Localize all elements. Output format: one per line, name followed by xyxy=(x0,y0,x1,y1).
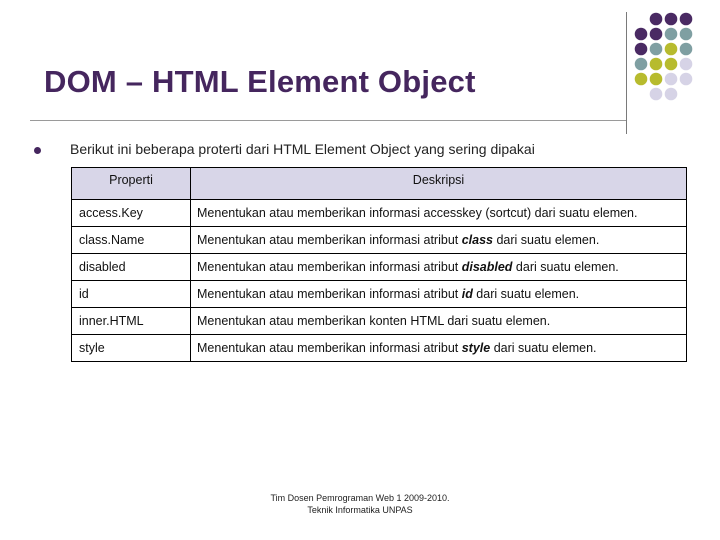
decorative-dot xyxy=(665,73,678,86)
description-text: Menentukan atau memberikan informasi atribut xyxy=(197,287,462,301)
decorative-dot xyxy=(635,43,648,56)
decorative-dot xyxy=(665,13,678,26)
footer-line-2: Teknik Informatika UNPAS xyxy=(307,505,413,515)
table-row xyxy=(72,335,687,362)
description-text: Menentukan atau memberikan konten HTML dari suatu elemen. xyxy=(197,314,551,328)
title-divider xyxy=(30,120,626,121)
decorative-dot xyxy=(680,13,693,26)
column-header-property: Properti xyxy=(72,168,191,200)
property-name-cell: style xyxy=(72,335,191,362)
decorative-dot xyxy=(650,73,663,86)
footer-line-1: Tim Dosen Pemrograman Web 1 2009-2010. xyxy=(270,493,450,503)
property-description-cell xyxy=(191,308,687,335)
property-description-cell xyxy=(191,227,687,254)
decorative-dot xyxy=(680,28,693,41)
decorative-dot xyxy=(665,28,678,41)
decorative-dot xyxy=(665,88,678,101)
property-name-cell: disabled xyxy=(72,254,191,281)
decorative-dot xyxy=(635,58,648,71)
table-row xyxy=(72,254,687,281)
decorative-dot xyxy=(635,28,648,41)
footer xyxy=(260,492,460,516)
slide-title: DOM – HTML Element Object xyxy=(44,64,476,99)
description-text: Menentukan atau memberikan informasi atribut xyxy=(197,341,462,355)
table-row xyxy=(72,200,687,227)
property-description-cell xyxy=(191,254,687,281)
description-text: Menentukan atau memberikan informasi accesskey (sortcut) dari suatu elemen. xyxy=(197,206,638,220)
description-text: dari suatu elemen. xyxy=(512,260,619,274)
description-text: Menentukan atau memberikan informasi atribut xyxy=(197,233,462,247)
description-keyword: style xyxy=(461,341,491,355)
decorative-dot xyxy=(650,43,663,56)
decorative-dot xyxy=(650,28,663,41)
description-keyword: disabled xyxy=(461,260,513,274)
properties-table xyxy=(71,167,687,362)
decorative-dot xyxy=(680,58,693,71)
description-text: dari suatu elemen. xyxy=(472,287,580,301)
description-keyword: class xyxy=(461,233,493,247)
decorative-dot xyxy=(680,43,693,56)
decorative-dot xyxy=(635,73,648,86)
property-description-cell xyxy=(191,200,687,227)
bullet-icon xyxy=(34,147,41,154)
decorative-dot xyxy=(665,43,678,56)
decorative-dot xyxy=(650,88,663,101)
decorative-dot xyxy=(665,58,678,71)
decorative-dot xyxy=(650,13,663,26)
property-name-cell: id xyxy=(72,281,191,308)
table-row xyxy=(72,227,687,254)
description-text: Menentukan atau memberikan informasi atribut xyxy=(197,260,462,274)
table-header-row xyxy=(72,168,687,200)
decorative-dot xyxy=(680,73,693,86)
column-header-description: Deskripsi xyxy=(191,168,687,200)
decorative-vertical-line xyxy=(626,12,627,134)
decorative-dot xyxy=(650,58,663,71)
bullet-text: Berikut ini beberapa proterti dari HTML Element Object yang sering dipakai xyxy=(70,141,535,157)
property-description-cell xyxy=(191,281,687,308)
table-row xyxy=(72,281,687,308)
property-description-cell xyxy=(191,335,687,362)
property-name-cell: inner.HTML xyxy=(72,308,191,335)
description-text: dari suatu elemen. xyxy=(490,341,597,355)
description-text: dari suatu elemen. xyxy=(493,233,600,247)
property-name-cell: class.Name xyxy=(72,227,191,254)
table-row xyxy=(72,308,687,335)
description-keyword: id xyxy=(461,287,473,301)
table-body xyxy=(72,200,687,362)
property-name-cell: access.Key xyxy=(72,200,191,227)
